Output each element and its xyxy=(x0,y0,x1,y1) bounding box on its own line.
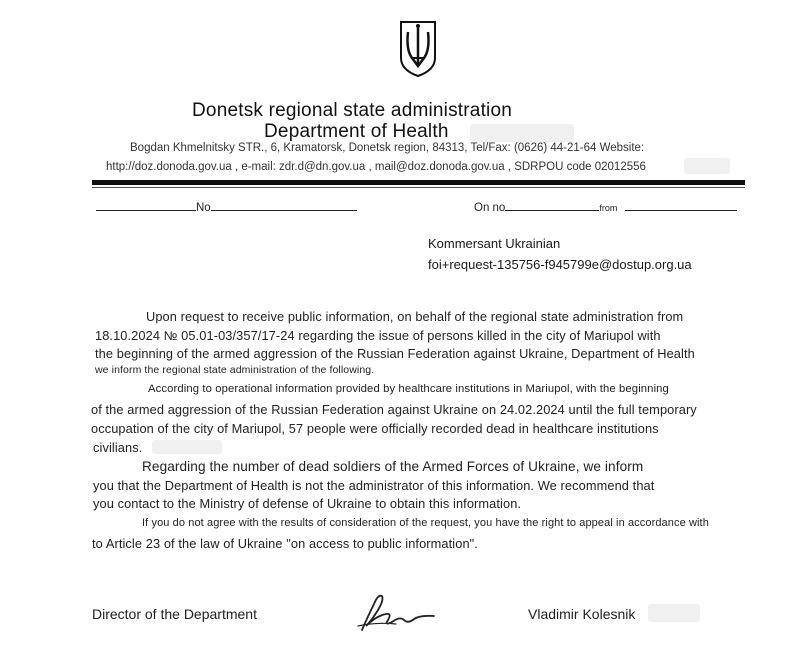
on-no-label: On no xyxy=(474,202,506,214)
paragraph-1-line: 18.10.2024 № 05.01-03/357/17-24 regarding the issue of persons killed in the city of Mariupol with xyxy=(95,328,661,343)
reference-date-blank xyxy=(625,200,737,211)
redaction-mark xyxy=(152,440,222,454)
reference-number-blank xyxy=(505,200,599,211)
paragraph-2-line: civilians. xyxy=(93,440,143,455)
paragraph-3-line: you contact to the Ministry of defense of Ukraine to obtain this information. xyxy=(93,496,522,511)
paragraph-3-line: Regarding the number of dead soldiers of the Armed Forces of Ukraine, we inform xyxy=(142,459,644,474)
paragraph-2-line: occupation of the city of Mariupol, 57 people were officially recorded dead in healthcare institutions xyxy=(91,421,659,436)
redaction-mark xyxy=(470,124,574,142)
from-label: from xyxy=(599,203,618,213)
paragraph-4-line: If you do not agree with the results of consideration of the request, you have the right to appeal in accordance with xyxy=(142,517,709,529)
recipient-name: Kommersant Ukrainian xyxy=(428,236,561,251)
paragraph-1-line: Upon request to receive public information, on behalf of the regional state administration from xyxy=(146,309,684,324)
no-label: No xyxy=(196,202,211,214)
trident-coat-of-arms-icon xyxy=(398,20,438,78)
paragraph-4-line: to Article 23 of the law of Ukraine "on access to public information". xyxy=(92,536,478,551)
signer-title: Director of the Department xyxy=(92,606,257,622)
paragraph-1-line: the beginning of the armed aggression of the Russian Federation against Ukraine, Department of Health xyxy=(95,346,695,361)
paragraph-2-line: According to operational information provided by healthcare institutions in Mariupol, with the beginning xyxy=(148,383,669,395)
header-rule-thin xyxy=(92,187,745,188)
handwritten-signature-icon xyxy=(352,586,438,634)
date-blank xyxy=(96,200,196,211)
recipient-email: foi+request-135756-f945799e@dostup.org.ua xyxy=(428,257,692,272)
header-rule xyxy=(92,180,745,185)
reference-field xyxy=(474,200,737,214)
signer-name: Vladimir Kolesnik xyxy=(528,606,636,622)
address-line-1: Bogdan Khmelnitsky STR., 6, Kramatorsk, Donetsk region, 84313, Tel/Fax: (0626) 44-21-64 Website: xyxy=(130,142,645,154)
paragraph-3-line: you that the Department of Health is not the administrator of this information. We recommend that xyxy=(93,478,655,493)
address-line-2: http://doz.donoda.gov.ua , e-mail: zdr.d@dn.gov.ua , mail@doz.donoda.gov.ua , SDRPOU code 02012556 xyxy=(106,161,646,173)
organization-name: Donetsk regional state administration xyxy=(192,100,513,121)
paragraph-2-line: of the armed aggression of the Russian Federation against Ukraine on 24.02.2024 until the full temporary xyxy=(91,402,697,417)
paragraph-1-line: we inform the regional state administration of the following. xyxy=(95,364,375,376)
registration-number-field xyxy=(96,200,357,214)
department-name: Department of Health xyxy=(264,121,449,142)
redaction-mark xyxy=(648,604,700,622)
number-blank xyxy=(211,200,357,211)
redaction-mark xyxy=(684,158,730,174)
